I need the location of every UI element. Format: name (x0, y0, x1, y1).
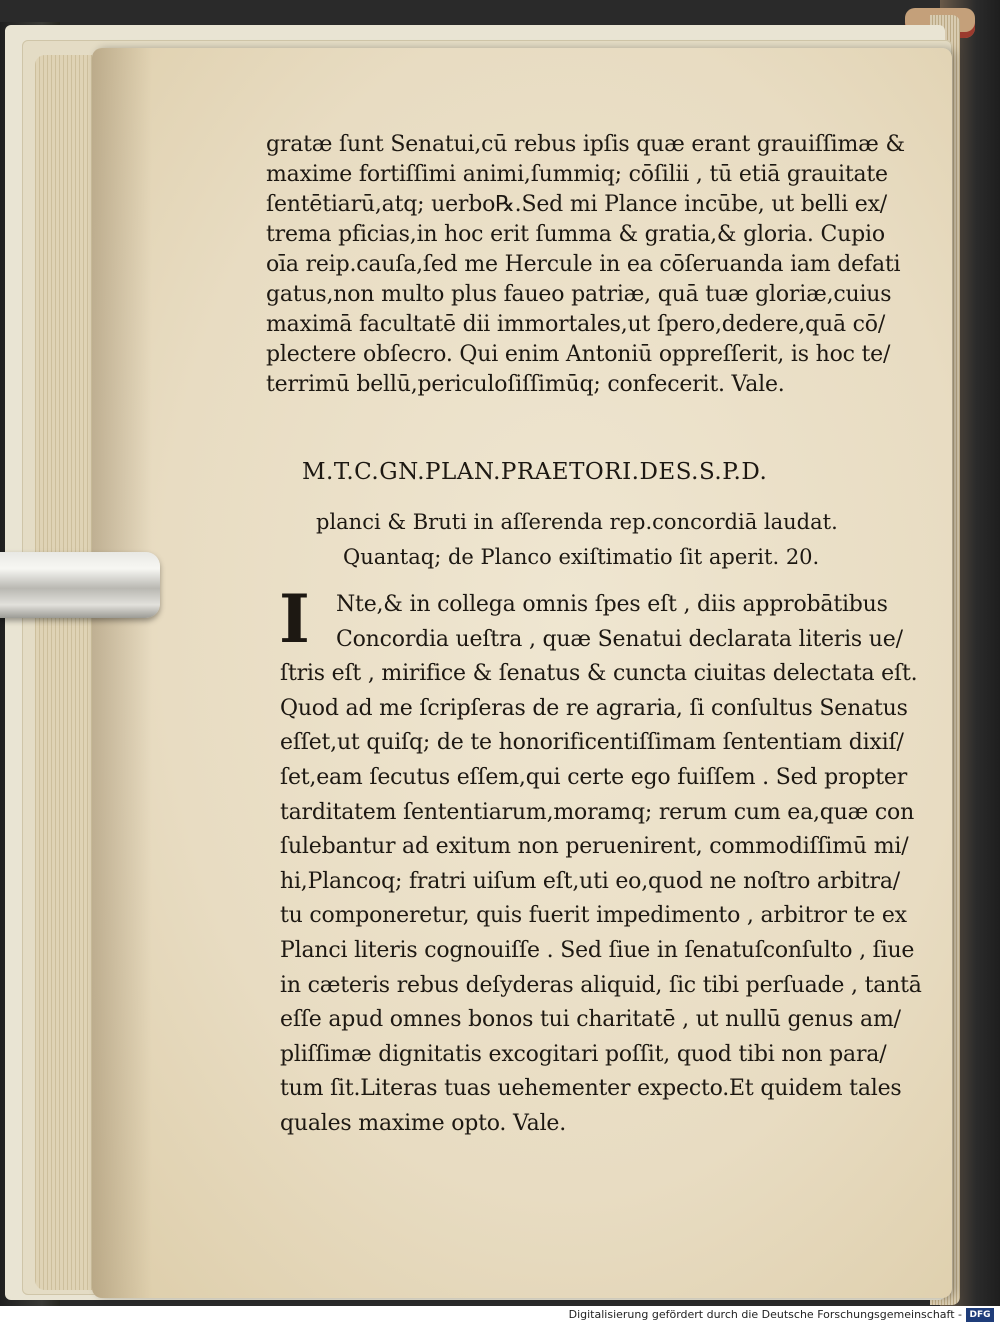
text-line: plectere obſecro. Qui enim Antoniū oppreſſerit, is hoc te/ (266, 342, 891, 367)
text-line: Planci literis cognouiſſe . Sed ſiue in ſenatuſconſulto , ſiue (280, 937, 915, 963)
text-line: tarditatem ſententiarum,moramq; rerum cum ea,quæ con (280, 799, 915, 825)
letter-summary-line: Quantaq; de Planco exiſtimatio ſit aperit. 20. (343, 545, 820, 569)
letter-body (279, 580, 922, 1142)
text-line: eſſet,ut quiſq; de te honorificentiſſimam ſententiam dixiſ/ (280, 730, 904, 756)
text-line: maximā facultatē dii immortales,ut ſpero,dedere,quā cō/ (266, 312, 886, 337)
funding-credit: Digitalisierung gefördert durch die Deutsche Forschungsgemeinschaft - (568, 1308, 962, 1321)
text-line: in cæteris rebus deſyderas aliquid, ſic tibi perſuade , tantā (280, 972, 922, 998)
text-line: ſet,eam ſecutus eſſem,qui certe ego fuiſſem . Sed propter (280, 764, 908, 790)
text-line: Nte,& in collega omnis ſpes eſt , diis approbātibus (336, 592, 888, 617)
text-line: hi,Plancoq; fratri uiſum eſt,uti eo,quod ne noſtro arbitra/ (280, 868, 900, 894)
glass-page-weight (0, 552, 160, 618)
text-line: Quod ad me ſcripſeras de re agraria, ſi conſultus Senatus (280, 695, 908, 721)
drop-cap-initial: I (279, 580, 310, 658)
text-line: trema pficias,in hoc erit ſumma & gratia,& gloria. Cupio (266, 222, 885, 247)
text-line: terrimū bellū,periculoſiſſimūq; confecerit. Vale. (266, 372, 785, 397)
letter-summary-line: planci & Bruti in aſſerenda rep.concordiā laudat. (316, 510, 838, 534)
text-line: quales maxime opto. Vale. (280, 1110, 567, 1136)
dfg-logo-icon: DFG (966, 1308, 994, 1322)
text-line: ſentētiarū,atq; uerbo℞.Sed mi Plance incūbe, ut belli ex/ (266, 192, 888, 217)
text-line: Concordia ueſtra , quæ Senatui declarata literis ue/ (336, 626, 903, 652)
text-line: oīa reip.cauſa,ſed me Hercule in ea cōſeruanda iam defati (266, 252, 901, 277)
text-line: pliſſimæ dignitatis excogitari poſſit, quod tibi non para/ (280, 1041, 887, 1067)
text-line: gatus,non multo plus faueo patriæ, quā tuæ gloriæ,cuius (266, 282, 892, 307)
text-line: eſſe apud omnes bonos tui charitatē , ut nullū genus am/ (280, 1007, 901, 1033)
text-line: gratæ ſunt Senatui,cū rebus ipſis quæ erant grauiſſimæ & (266, 132, 905, 157)
letter-heading: M.T.C.GN.PLAN.PRAETORI.DES.S.P.D. (302, 459, 768, 485)
text-line: ſtris eſt , mirifice & ſenatus & cuncta ciuitas delectata eſt. (280, 661, 918, 687)
gutter-shadow (92, 48, 152, 1298)
top-paragraph (266, 130, 926, 400)
footer-bar (0, 1306, 1000, 1325)
text-line: maxime fortiſſimi animi,ſummiq; cōſilii , tū etiā grauitate (266, 162, 888, 187)
text-line: tum ſit.Literas tuas uehementer expecto.Et quidem tales (280, 1076, 902, 1102)
text-line: ſulebantur ad exitum non peruenirent, commodiſſimū mi/ (280, 834, 909, 860)
text-line: tu componeretur, quis fuerit impedimento , arbitror te ex (280, 903, 907, 929)
